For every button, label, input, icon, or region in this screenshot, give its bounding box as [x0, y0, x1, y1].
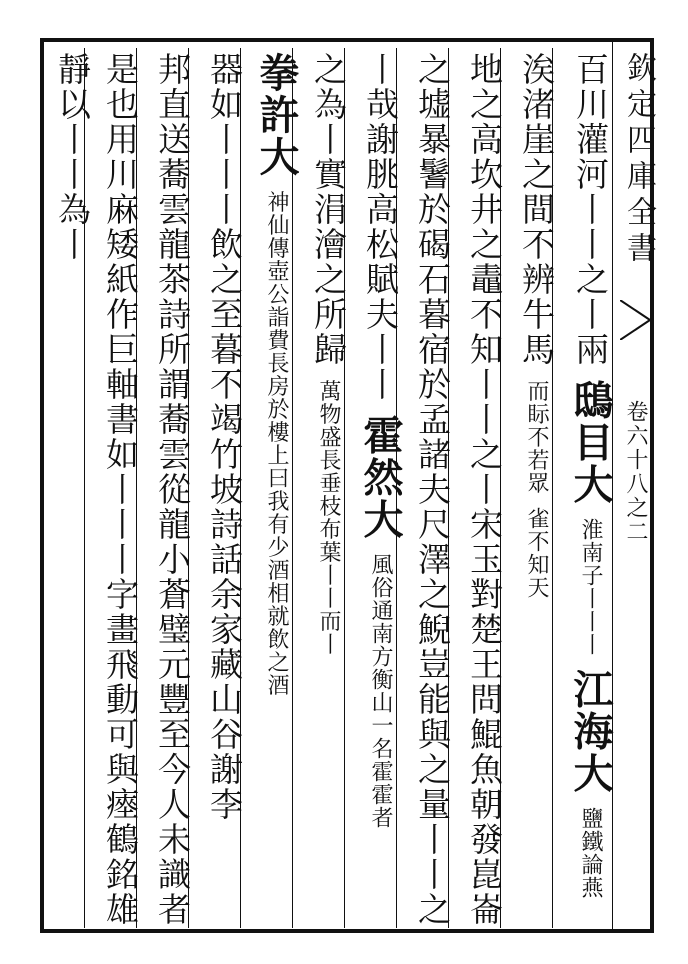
note-run: 神仙傳壺公詣費長房於樓上曰我有少酒相就飲之酒 — [264, 190, 289, 697]
text-run: 之為丨實涓澮之所歸 — [309, 52, 348, 367]
entry-heading: 鴟目大 — [567, 379, 614, 506]
note-run: 風俗通南方衡山一名霍霍者 — [368, 553, 393, 829]
text-column-8 — [198, 52, 250, 924]
volume-label: 卷六十八之二 — [623, 400, 648, 544]
note-run: 淮南子丨丨丨 — [578, 518, 603, 656]
text-column-11 — [46, 52, 98, 924]
text-column-6 — [302, 52, 354, 924]
text-column-9 — [146, 52, 198, 927]
text-column-1 — [564, 52, 616, 924]
note-run: 鹽鐵論燕 — [578, 807, 603, 899]
note-run: 萬物盛長垂枝布葉丨丨而丨 — [316, 379, 341, 656]
entry-heading: 拳許大 — [253, 52, 300, 178]
text-run: 百川灌河丨丨之丨兩 — [571, 52, 610, 367]
text-run: 丨哉謝朓高松賦夫丨丨 — [361, 52, 400, 402]
text-run: 器如丨丨丨飲之至暮不竭竹坡詩話余家藏山谷謝李 — [205, 52, 244, 822]
text-run: 靜以丨丨為丨 — [53, 52, 92, 262]
note-run: 雀不知天 — [524, 507, 549, 599]
note-run: 而眎不若眾 — [524, 379, 549, 495]
text-run: 邦直送蕎雲龍茶詩所謂蕎雲從龍小蒼璧元豐至今人未識者 — [153, 52, 192, 927]
book-title: 欽定四庫全書 — [621, 52, 656, 268]
text-column-7 — [250, 52, 302, 924]
text-run: 地之高坎井之鼃不知丨丨之丨宋玉對楚王問鯤魚朝發崑崙 — [465, 52, 504, 927]
entry-heading: 霍然大 — [357, 414, 404, 541]
text-run: 之墟暴鬐於碣石暮宿於孟諸夫尺澤之鯢豈能與之量丨丨之 — [413, 52, 452, 927]
text-column-2 — [510, 52, 562, 924]
text-run: 是也用川麻矮紙作巨軸書如丨丨丨字畫飛動可與瘞鶴銘雄 — [101, 52, 140, 927]
text-run: 涘渚崖之間不辨牛馬 — [517, 52, 556, 367]
entry-heading: 江海大 — [567, 668, 614, 795]
text-column-5 — [354, 52, 406, 924]
text-column-10 — [94, 52, 146, 927]
fish-tail-ornament — [620, 300, 650, 340]
text-column-4 — [406, 52, 458, 927]
text-column-3 — [458, 52, 510, 927]
